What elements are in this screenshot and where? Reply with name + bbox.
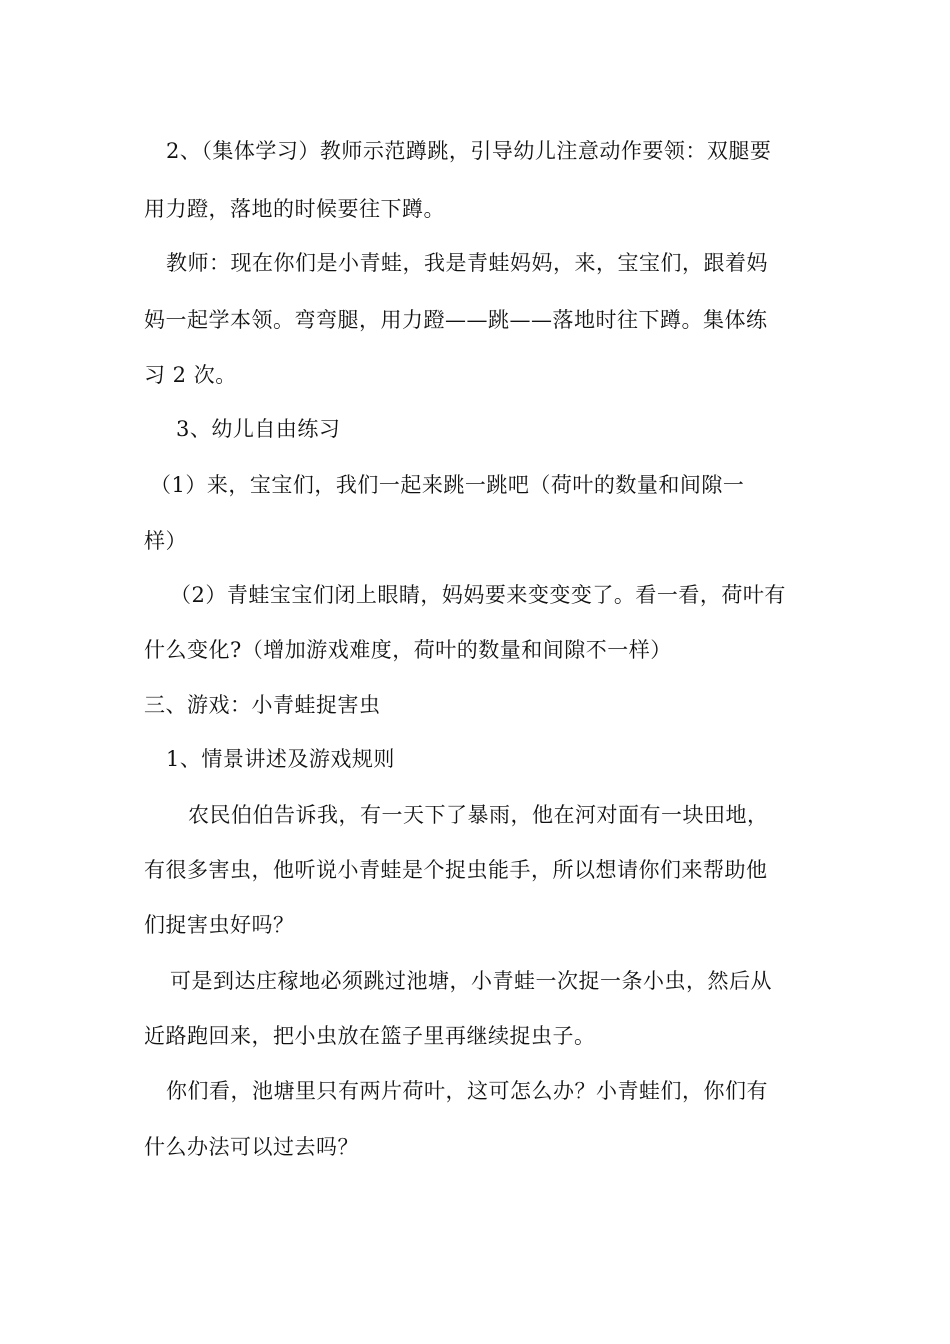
text-line: 们捉害虫好吗？ — [144, 913, 295, 937]
text-line: 教师：现在你们是小青蛙，我是青蛙妈妈，来，宝宝们，跟着妈 — [166, 251, 768, 275]
text-line: （1）来，宝宝们，我们一起来跳一跳吧（荷叶的数量和间隙一 — [150, 473, 745, 497]
text-line: 什么变化?（增加游戏难度，荷叶的数量和间隙不一样） — [144, 638, 672, 662]
text-line: 什么办法可以过去吗？ — [144, 1135, 359, 1159]
text-line: 习 2 次。 — [144, 363, 237, 387]
text-line: 可是到达庄稼地必须跳过池塘，小青蛙一次捉一条小虫，然后从 — [170, 969, 772, 993]
text-line: 用力蹬，落地的时候要往下蹲。 — [144, 197, 445, 221]
section-heading: 三、游戏：小青蛙捉害虫 — [144, 693, 381, 717]
text-line: 3、幼儿自由练习 — [176, 417, 341, 441]
text-line: 有很多害虫，他听说小青蛙是个捉虫能手，所以想请你们来帮助他 — [144, 858, 768, 882]
text-line: 妈一起学本领。弯弯腿，用力蹬——跳——落地时往下蹲。集体练 — [144, 308, 768, 332]
text-line: 你们看，池塘里只有两片荷叶，这可怎么办？小青蛙们，你们有 — [166, 1079, 768, 1103]
text-line: 农民伯伯告诉我，有一天下了暴雨，他在河对面有一块田地， — [188, 803, 769, 827]
subsection-heading: 1、情景讲述及游戏规则 — [166, 747, 395, 771]
text-line: 2、（集体学习）教师示范蹲跳，引导幼儿注意动作要领：双腿要 — [166, 139, 772, 163]
text-line: （2）青蛙宝宝们闭上眼睛，妈妈要来变变变了。看一看，荷叶有 — [170, 583, 786, 607]
text-line: 样） — [144, 529, 187, 553]
text-line: 近路跑回来，把小虫放在篮子里再继续捉虫子。 — [144, 1024, 596, 1048]
